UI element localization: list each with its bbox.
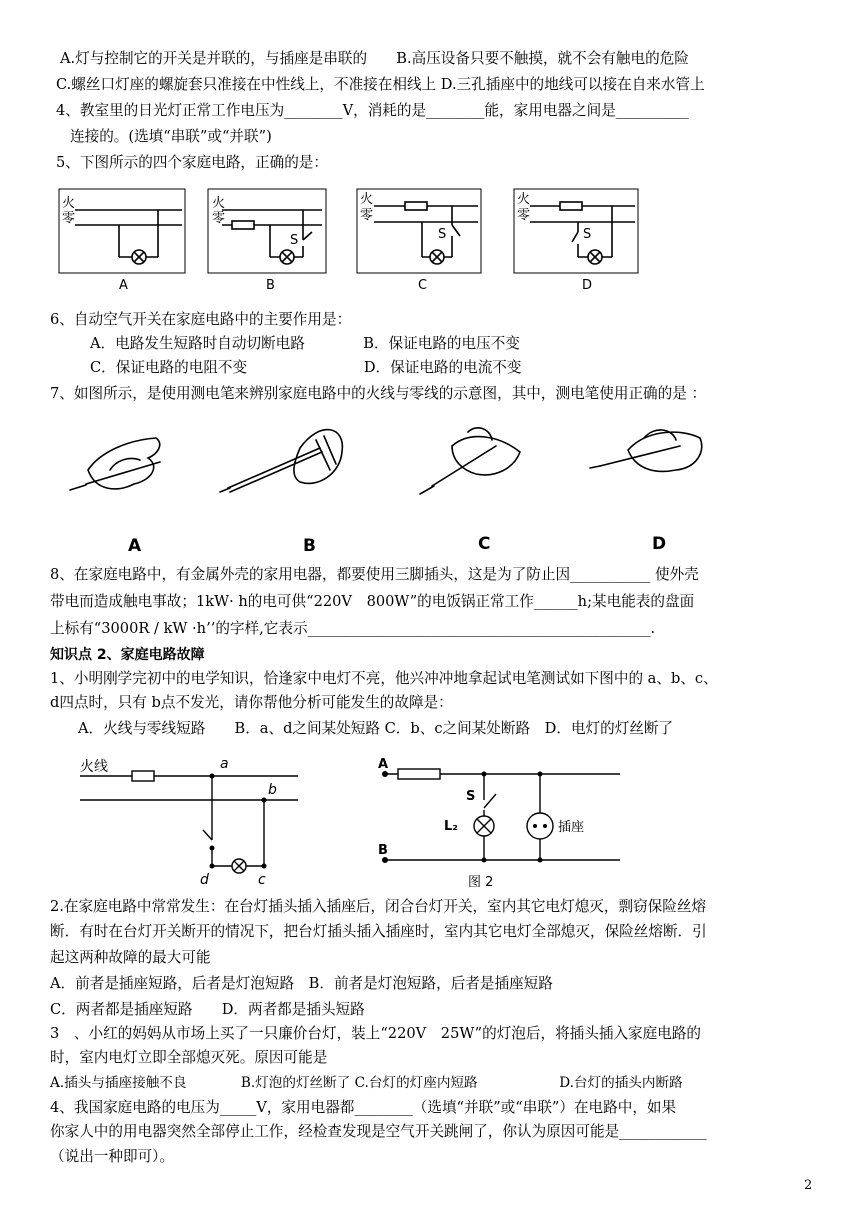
figure-label: A bbox=[119, 278, 128, 293]
q6-options-ab: A．电路发生短路时自动切断电路 B．保证电路的电压不变 bbox=[90, 335, 520, 352]
fault-question-1: 1、小明刚学完初中的电学知识，恰逢家中电灯不亮，他兴冲冲地拿起试电笔测试如下图中的 a、b、c、 bbox=[50, 670, 718, 687]
figure-label: A bbox=[128, 536, 142, 556]
switch-label: S bbox=[438, 227, 447, 242]
fault-question-3-options: A.插头与插座接触不良 B.灯泡的灯丝断了 C.台灯的灯座内短路 D.台灯的插头内断路 bbox=[50, 1075, 683, 1091]
fault-question-2-options: C．两者都是插座短路 D．两者都是插头短路 bbox=[50, 1001, 365, 1018]
question-8-cont: 带电而造成触电事故；1kW· h的电可供“220V 800W”的电饭锅正常工作______h;某电能表的盘面 bbox=[50, 593, 695, 610]
lamp-label: L₂ bbox=[444, 819, 458, 834]
figure-label: D bbox=[652, 534, 667, 554]
fault-question-1-cont: d四点时，只有 b点不发光，请你帮他分析可能发生的故障是： bbox=[50, 694, 453, 711]
fault-question-3: 3 、小红的妈妈从市场上买了一只廉价台灯，装上“220V 25W”的灯泡后，将插头插入家庭电路的 bbox=[50, 1025, 702, 1042]
option-line: C.螺丝口灯座的螺旋套只准接在中性线上，不准接在相线上 D.三孔插座中的地线可以接在自来水管上 bbox=[56, 76, 705, 93]
live-label: 火 bbox=[62, 196, 76, 211]
fault-question-3-cont: 时，室内电灯立即全部熄灭死。原因可能是 bbox=[50, 1049, 328, 1066]
figure-caption: 图 2 bbox=[468, 875, 494, 890]
node-a-label: A bbox=[378, 757, 389, 772]
fault-question-1-options: A．火线与零线短路 B．a、d之间某处短路 C．b、c之间某处断路 D．电灯的灯丝断了 bbox=[78, 720, 674, 737]
point-c-label: c bbox=[258, 872, 266, 888]
neutral-label: 零 bbox=[212, 211, 226, 226]
question-8-cont: 上标有“3000R / kW ·h’’的字样,它表示_______________________________________________. bbox=[50, 620, 656, 637]
live-label: 火 bbox=[360, 192, 374, 207]
figure-label: B bbox=[266, 278, 275, 293]
figure-label: C bbox=[478, 534, 491, 554]
fault-question-4-cont: 你家人中的用电器突然全部停止工作，经检查发现是空气开关跳闸了，你认为原因可能是____________ bbox=[50, 1123, 707, 1140]
figure-label: C bbox=[418, 278, 428, 293]
live-label: 火 bbox=[517, 192, 531, 207]
socket-label: 插座 bbox=[558, 820, 585, 835]
neutral-label: 零 bbox=[517, 208, 531, 223]
fault-question-2: 2.在家庭电路中常常发生：在台灯插头插入插座后，闭合台灯开关，室内其它电灯熄灭，剽窃保险丝熔 bbox=[50, 898, 707, 915]
point-b-label: b bbox=[268, 782, 277, 798]
point-a-label: a bbox=[220, 756, 229, 772]
live-label: 火 bbox=[212, 196, 226, 211]
fault-question-4-cont: （说出一种即可）。 bbox=[50, 1148, 175, 1165]
neutral-label: 零 bbox=[360, 208, 374, 223]
question-4-cont: 连接的。(选填“串联”或“并联”) bbox=[70, 128, 272, 145]
node-b-label: B bbox=[378, 843, 388, 858]
fault-question-2-cont: 断．有时在台灯开关断开的情况下，把台灯插头插入插座时，室内其它电灯全部熄灭，保险丝熔断．引 bbox=[50, 923, 707, 940]
switch-label: S bbox=[466, 789, 476, 804]
switch-label: S bbox=[583, 227, 592, 242]
switch-label: S bbox=[290, 233, 299, 248]
figure-label: B bbox=[303, 536, 316, 556]
neutral-label: 零 bbox=[62, 211, 76, 226]
fault-question-2-options: A．前者是插座短路，后者是灯泡短路 B．前者是灯泡短路，后者是插座短路 bbox=[50, 975, 553, 992]
question-5: 5、下图所示的四个家庭电路，正确的是： bbox=[56, 154, 328, 171]
question-4: 4、教室里的日光灯正常工作电压为________V，消耗的是________能，家用电器之间是__________ bbox=[56, 102, 689, 119]
q6-options-cd: C．保证电路的电阻不变 D．保证电路的电流不变 bbox=[90, 359, 522, 376]
fault-question-2-cont: 起这两种故障的最大可能 bbox=[50, 949, 211, 966]
question-7: 7、如图所示，是使用测电笔来辨别家庭电路中的火线与零线的示意图，其中，测电笔使用正确的是 ： bbox=[50, 385, 707, 402]
page-number: 2 bbox=[804, 1178, 813, 1193]
live-wire-label: 火线 bbox=[80, 759, 108, 775]
point-d-label: d bbox=[200, 872, 209, 888]
figure-label: D bbox=[582, 278, 593, 293]
section-heading: 知识点 2、家庭电路故障 bbox=[50, 647, 205, 663]
fault-question-4: 4、我国家庭电路的电压为_____V，家用电器都________（选填“并联”或“串联”）在电路中，如果 bbox=[50, 1099, 677, 1116]
question-8: 8、在家庭电路中，有金属外壳的家用电器，都要使用三脚插头，这是为了防止因___________ 使外壳 bbox=[50, 566, 699, 583]
option-line: A.灯与控制它的开关是并联的，与插座是串联的 B.高压设备只要不触摸，就不会有触电的危险 bbox=[60, 50, 689, 67]
question-6: 6、自动空气开关在家庭电路中的主要作用是： bbox=[50, 311, 352, 328]
